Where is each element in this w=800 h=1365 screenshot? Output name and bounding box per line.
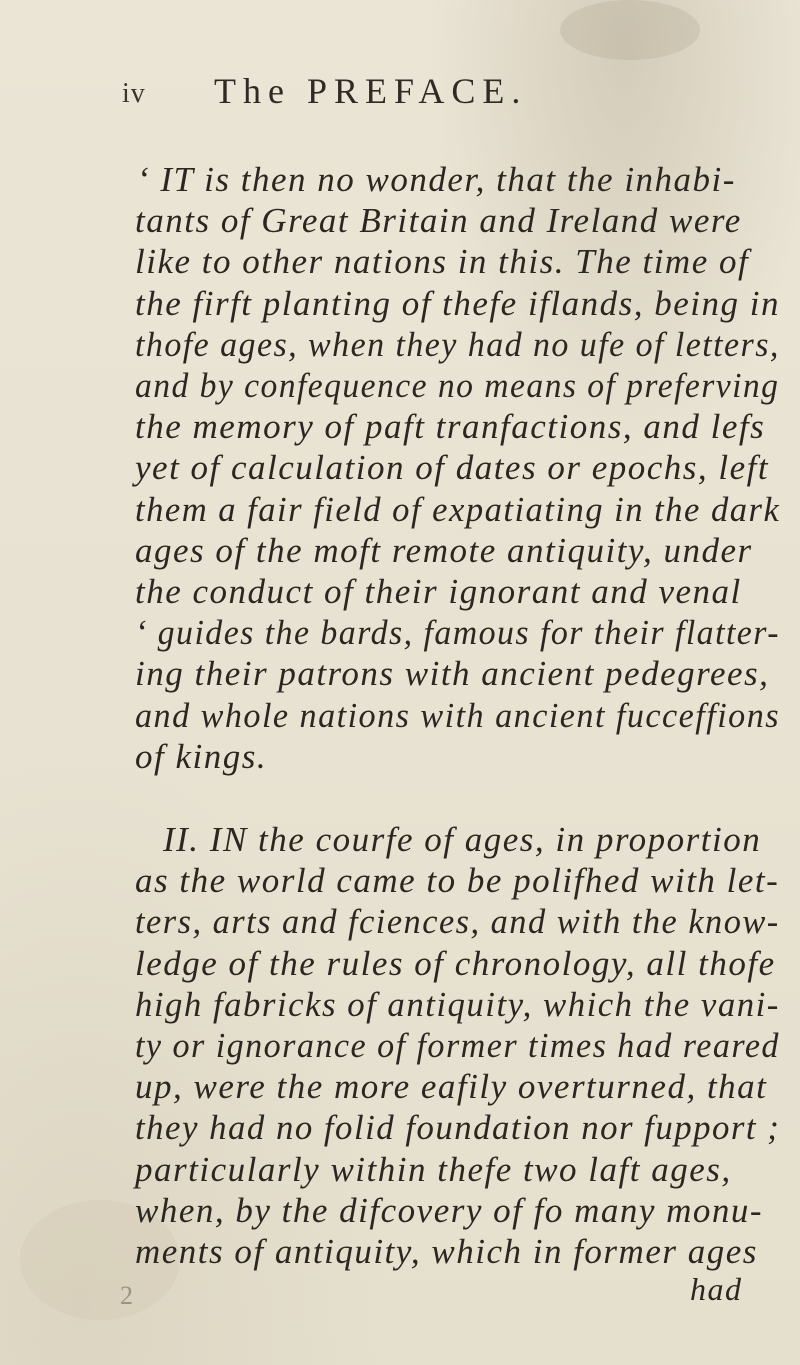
text-line: the conduct of their ignorant and venal	[135, 572, 742, 611]
text-line: of kings.	[135, 736, 268, 776]
page-number: iv	[122, 78, 146, 109]
text-line: as the world came to be polifhed with let-	[135, 861, 780, 901]
text-line: particularly within thefe two laft ages,	[135, 1149, 732, 1189]
text-line: ‘ IT is then no wonder, that the inhabi-	[137, 160, 736, 199]
text-line: up, were the more eafily overturned, that	[135, 1067, 768, 1107]
text-line: when, by the difcovery of fo many monu-	[135, 1190, 764, 1230]
paper-stain	[560, 0, 700, 60]
text-line: ledge of the rules of chronology, all thofe	[135, 943, 776, 983]
text-line: ments of antiquity, which in former ages	[135, 1232, 758, 1271]
catchword: had	[690, 1271, 743, 1308]
text-line: ‘ guides the bards, famous for their flatter-	[135, 613, 780, 653]
text-line: them a fair field of expatiating in the dark	[135, 489, 781, 529]
text-line: ty or ignorance of former times had reared	[135, 1026, 780, 1065]
text-line: II. IN the courfe of ages, in proportion	[163, 820, 762, 859]
text-line: tants of Great Britain and Ireland were	[135, 201, 742, 241]
text-line: and whole nations with ancient fucceffions	[135, 695, 780, 735]
text-line: ing their patrons with ancient pedegrees,	[135, 654, 770, 694]
running-head-title: The PREFACE.	[214, 71, 528, 111]
running-head	[122, 70, 682, 110]
text-line: ages of the moft remote antiquity, under	[135, 530, 753, 570]
text-line: ters, arts and fciences, and with the know-	[135, 902, 780, 942]
text-line: the firft planting of thefe iflands, being in	[135, 283, 780, 323]
text-line: high fabricks of antiquity, which the vani-	[135, 984, 780, 1024]
text-line: the memory of paft tranfactions, and lefs	[135, 407, 766, 447]
text-line: yet of calculation of dates or epochs, left	[135, 448, 770, 488]
text-line: and by confequence no means of preferving	[135, 366, 780, 405]
text-line: thofe ages, when they had no ufe of letters,	[135, 324, 780, 364]
text-line: they had no folid foundation nor fupport ;	[135, 1108, 781, 1148]
signature-mark: 2	[120, 1281, 133, 1311]
text-line: like to other nations in this. The time of	[135, 242, 750, 282]
